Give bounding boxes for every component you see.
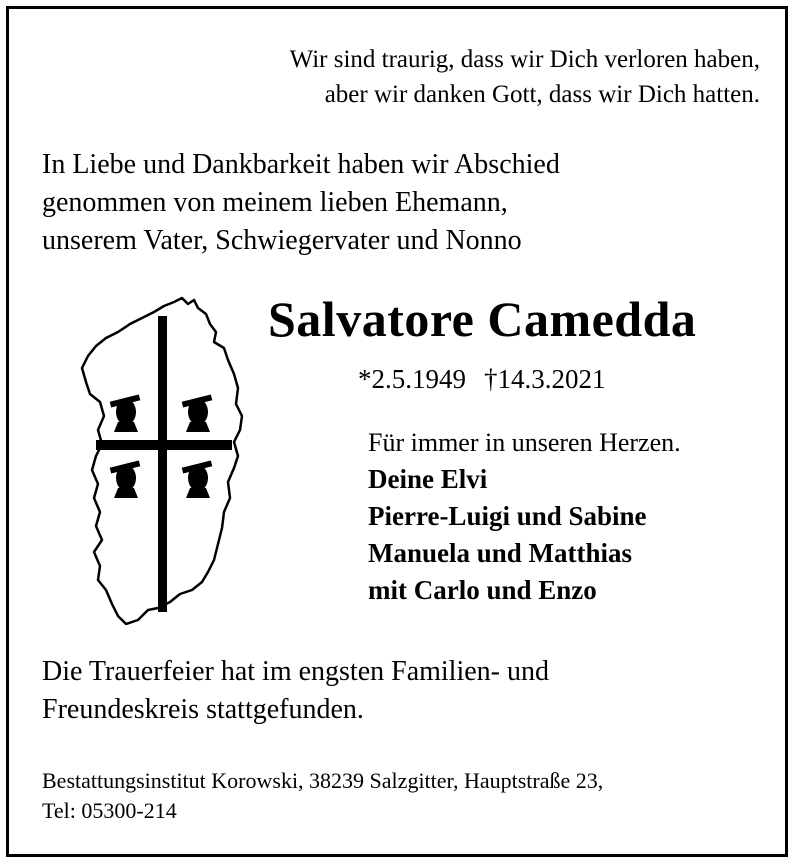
family-member: Deine Elvi	[368, 464, 488, 494]
family-signature	[368, 424, 681, 609]
ceremony-notice	[42, 653, 549, 729]
life-dates	[358, 364, 624, 395]
quote-line-1: Wir sind traurig, dass wir Dich verloren haben,	[289, 46, 760, 73]
ceremony-line-1: Die Trauerfeier hat im engsten Familien- und	[42, 656, 549, 687]
family-member: Pierre-Luigi und Sabine	[368, 501, 647, 531]
death-date: †14.3.2021	[484, 364, 606, 394]
moor-head-bottom-right	[182, 460, 213, 498]
family-member: Manuela und Matthias	[368, 538, 633, 568]
sardinia-four-moors-icon	[78, 290, 254, 628]
cross-horizontal	[96, 440, 232, 450]
cross-vertical	[158, 316, 167, 612]
intro-line-1: In Liebe und Dankbarkeit haben wir Abschied	[42, 149, 560, 180]
quote-line-2: aber wir danken Gott, dass wir Dich hatten.	[324, 81, 760, 108]
moor-head-top-left	[110, 394, 141, 432]
moor-head-top-right	[182, 394, 213, 432]
intro-text	[42, 146, 560, 260]
undertaker-phone: Tel: 05300-214	[42, 798, 177, 823]
moor-head-bottom-left	[110, 460, 141, 498]
undertaker-address: Bestattungsinstitut Korowski, 38239 Salzgitter, Hauptstraße 23,	[42, 768, 604, 793]
deceased-name: Salvatore Camedda	[268, 291, 697, 347]
intro-line-2: genommen von meinem lieben Ehemann,	[42, 187, 508, 218]
family-motto: Für immer in unseren Herzen.	[368, 428, 681, 457]
family-member: mit Carlo und Enzo	[368, 575, 597, 605]
undertaker-contact	[42, 766, 603, 826]
ceremony-line-2: Freundeskreis stattgefunden.	[42, 694, 364, 725]
memorial-quote	[290, 42, 760, 112]
intro-line-3: unserem Vater, Schwiegervater und Nonno	[42, 225, 522, 256]
birth-date: *2.5.1949	[358, 364, 466, 394]
